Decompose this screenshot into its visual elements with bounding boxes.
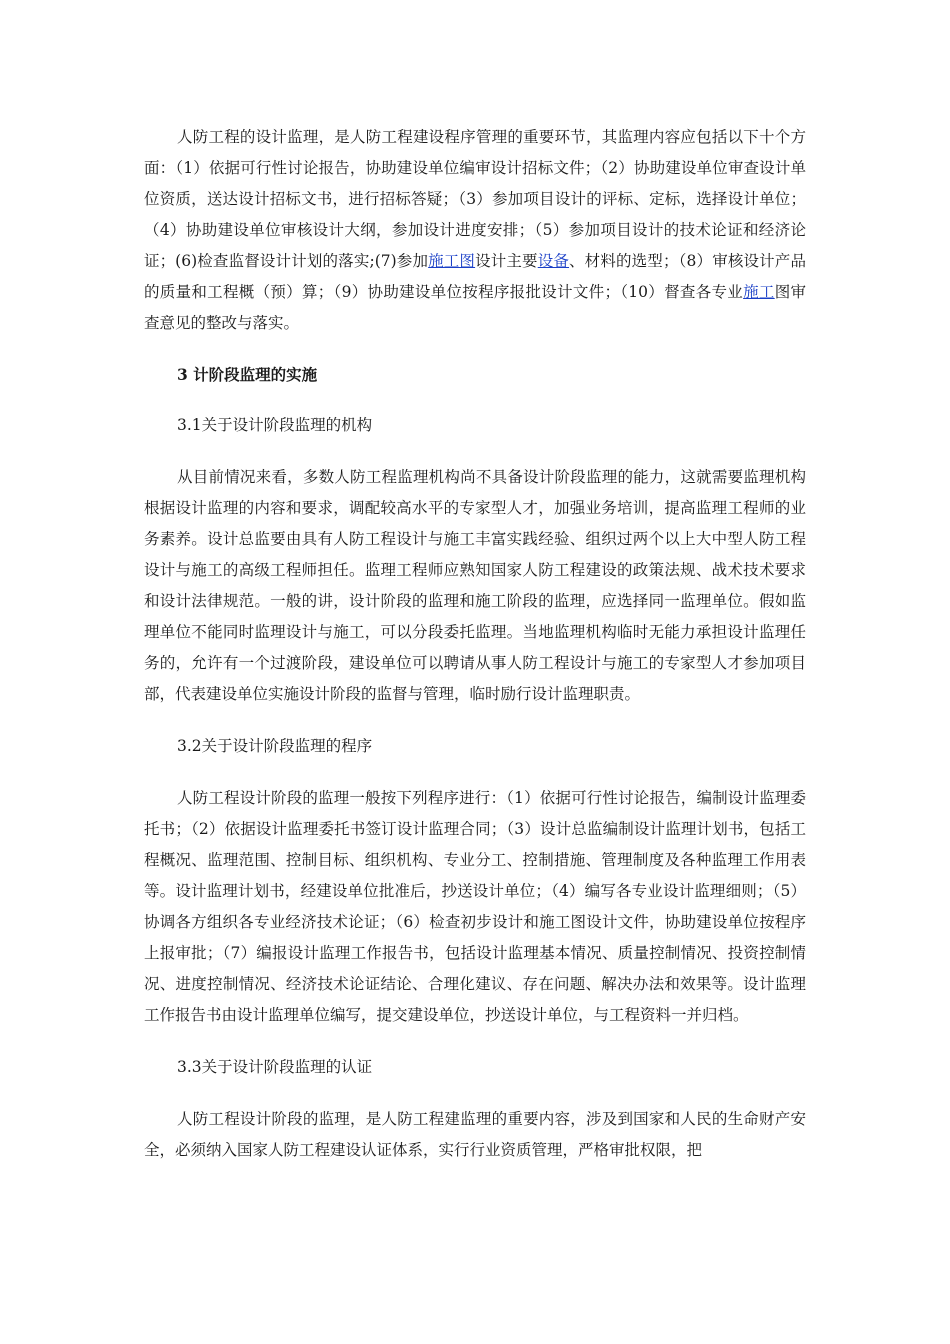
spacer [144,710,806,731]
document-body [144,122,806,1166]
spacer [144,390,806,410]
section-3-2-heading: 3.2关于设计阶段监理的程序 [177,737,373,755]
link-construction[interactable]: 施工 [743,283,775,301]
section-3-2-body: 人防工程设计阶段的监理一般按下列程序进行：（1）依据可行性讨论报告，编制设计监理委托书；（2）依据设计监理委托书签订设计监理合同；（3）设计总监编制设计监理计划书，包括工程概况、监理范围、控制目标、组织机构、专业分工、控制措施、管理制度及各种监理工作用表等。设计监理计划书，经建设单位批准后，抄送设计单位；（4）编写各专业设计监理细则；（5）协调各方组织各专业经济技术论证；（6）检查初步设计和施工图设计文件，协助建设单位按程序上报审批；（7）编报设计监理工作报告书，包括设计监理基本情况、质量控制情况、投资控制情况、进度控制情况、经济技术论证结论、合理化建议、存在问题、解决办法和效果等。设计监理工作报告书由设计监理单位编写，提交建设单位，抄送设计单位，与工程资料一并归档。 [144,789,806,1024]
link-construction-drawing[interactable]: 施工图 [428,252,476,270]
paragraph-text: 人防工程的设计监理，是人防工程建设程序管理的重要环节，其监理内容应包括以下十个方面：（1）依据可行性讨论报告，协助建设单位编审设计招标文件；（2）协助建设单位审查设计单位资质，送达设计招标文书，进行招标答疑；（3）参加项目设计的评标、定标，选择设计单位；（4）协助建设单位审核设计大纲，参加设计进度安排；（5）参加项目设计的技术论证和经济论证；(6)检查监督设计计划的落实;(7)参加 [144,128,806,270]
paragraph-text: 设计主要 [475,252,538,270]
spacer [144,1031,806,1052]
paragraph-text: 、材料的选型；（8）审核设计产品的质量和工程概（预）算；（9）协助建设单位按程序报批设计文件；（10）督查各专业 [144,252,806,301]
spacer [144,1083,806,1104]
spacer [144,339,806,359]
section-3-heading: 3 计阶段监理的实施 [177,365,318,384]
link-equipment[interactable]: 设备 [537,252,570,270]
spacer [144,441,806,462]
paragraph-text: 图审查意见的整改与落实。 [144,283,806,332]
section-3-3-body: 人防工程设计阶段的监理，是人防工程建监理的重要内容，涉及到国家和人民的生命财产安全，必须纳入国家人防工程建设认证体系，实行行业资质管理，严格审批权限，把 [144,1110,806,1159]
paragraph-design-supervision-scope [144,122,806,339]
section-3-1-body: 从目前情况来看，多数人防工程监理机构尚不具备设计阶段监理的能力，这就需要监理机构根据设计监理的内容和要求，调配较高水平的专家型人才，加强业务培训，提高监理工程师的业务素养。设计总监要由具有人防工程设计与施工丰富实践经验、组织过两个以上大中型人防工程设计与施工的高级工程师担任。监理工程师应熟知国家人防工程建设的政策法规、战术技术要求和设计法律规范。一般的讲，设计阶段的监理和施工阶段的监理，应选择同一监理单位。假如监理单位不能同时监理设计与施工，可以分段委托监理。当地监理机构临时无能力承担设计监理任务的，允许有一个过渡阶段，建设单位可以聘请从事人防工程设计与施工的专家型人才参加项目部，代表建设单位实施设计阶段的监督与管理，临时励行设计监理职责。 [144,468,806,703]
section-3-1-heading: 3.1关于设计阶段监理的机构 [177,416,373,434]
spacer [144,762,806,783]
section-3-3-heading: 3.3关于设计阶段监理的认证 [177,1058,373,1076]
